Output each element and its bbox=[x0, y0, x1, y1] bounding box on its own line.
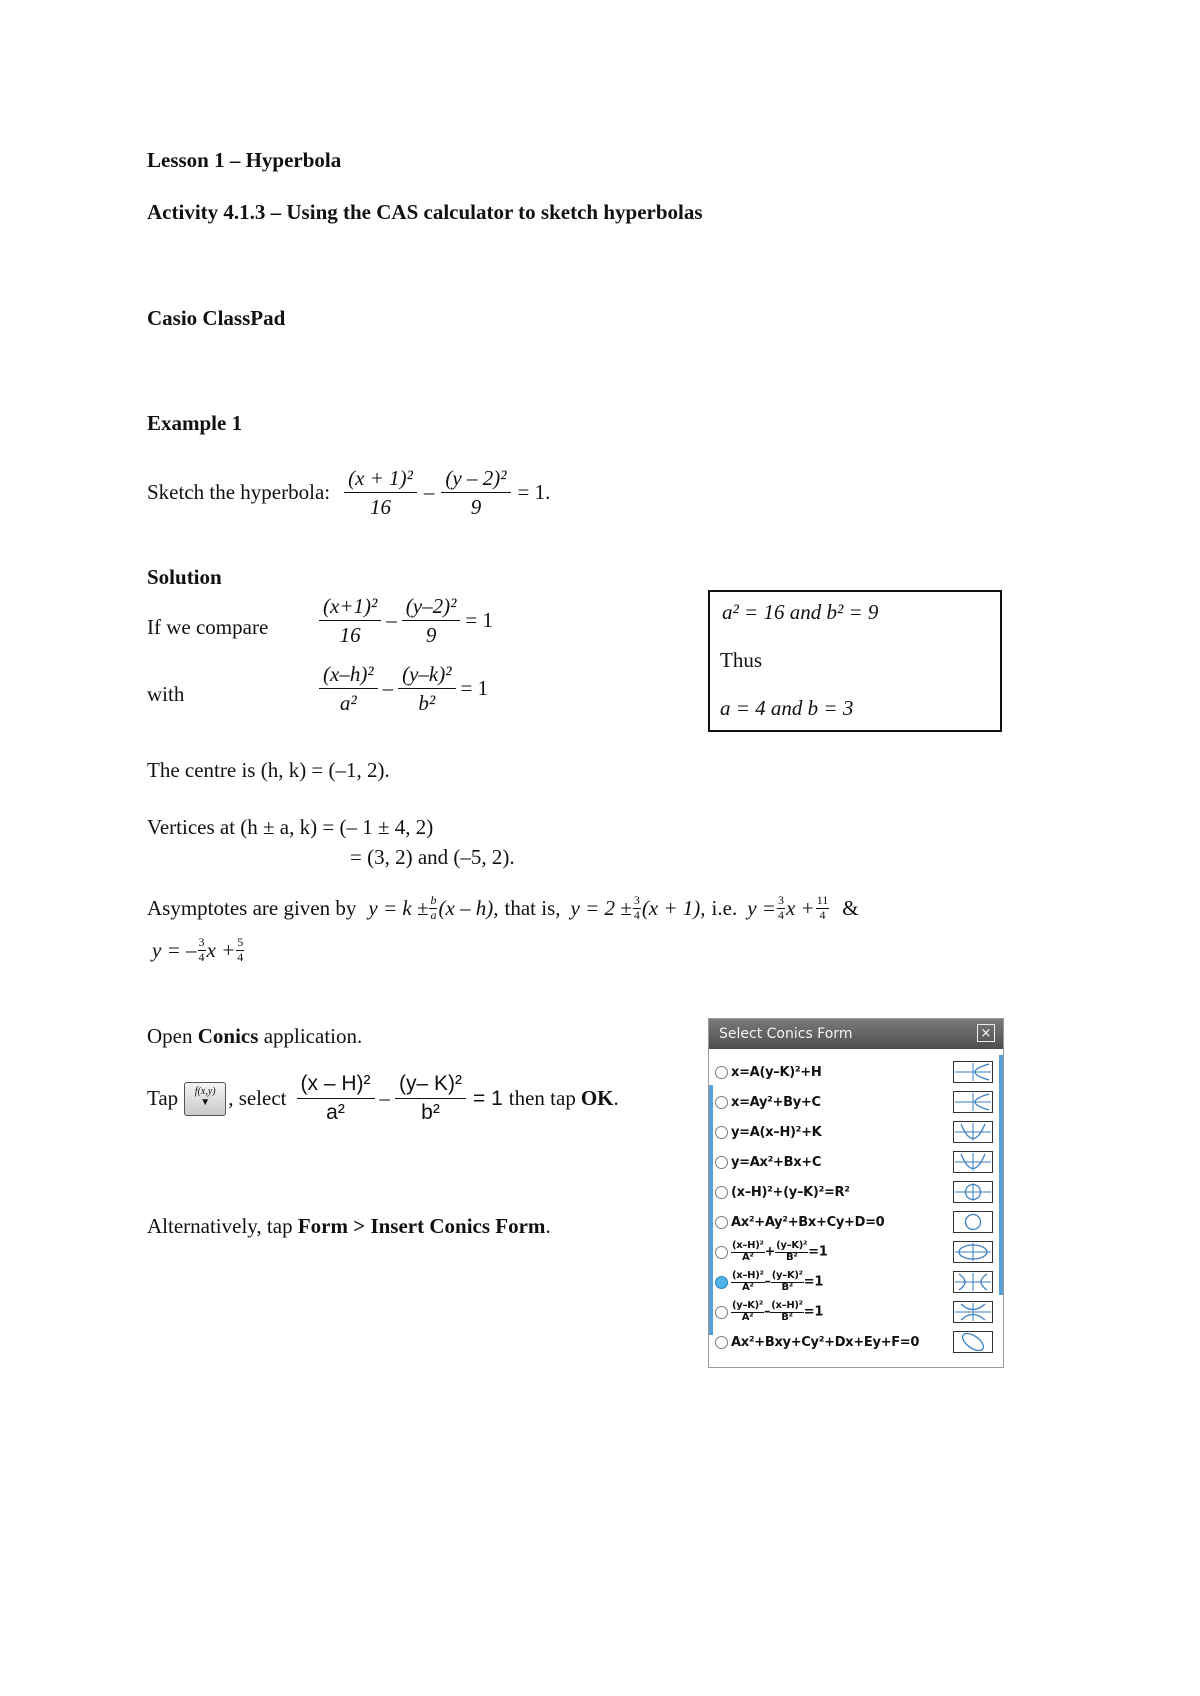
asym-f3-frac-1 bbox=[777, 894, 785, 923]
option-rhs: =1 bbox=[808, 1244, 828, 1260]
option-frac-2-den: B² bbox=[781, 1281, 793, 1293]
dialog-scrollbar-right[interactable] bbox=[999, 1055, 1003, 1295]
asym-f3-den-2: 4 bbox=[819, 907, 826, 922]
asym-f1-num: b bbox=[430, 893, 437, 907]
solution-heading: Solution bbox=[147, 565, 222, 589]
compare-rhs: = 1 bbox=[465, 608, 493, 633]
option-label: x=A(y–K)²+H bbox=[731, 1064, 822, 1080]
circle-icon bbox=[953, 1181, 993, 1203]
hyperbola-vertical-icon bbox=[953, 1301, 993, 1323]
dialog-title: Select Conics Form bbox=[719, 1026, 853, 1042]
alternative-instruction bbox=[147, 1214, 551, 1239]
option-radio[interactable] bbox=[715, 1096, 728, 1109]
conics-option-2[interactable] bbox=[715, 1089, 993, 1115]
compare-label: If we compare bbox=[147, 615, 269, 639]
general-num-2: (y–k)² bbox=[398, 662, 455, 689]
general-num-1: (x–h)² bbox=[319, 662, 378, 689]
option-label: Ax²+Ay²+Bx+Cy+D=0 bbox=[731, 1214, 885, 1230]
tap-instruction bbox=[147, 1072, 619, 1125]
option-label: y=A(x–H)²+K bbox=[731, 1124, 822, 1140]
activity-title: Activity 4.1.3 – Using the CAS calculator to sketch hyperbolas bbox=[147, 200, 703, 224]
select-num-1: (x – H)² bbox=[297, 1072, 375, 1099]
result-line-3: a = 4 and b = 3 bbox=[720, 696, 854, 720]
example-num-1: (x + 1)² bbox=[344, 466, 417, 493]
general-equation bbox=[316, 662, 488, 715]
asym-f3-num-1: 3 bbox=[777, 893, 784, 907]
asym-f4-num-2: 5 bbox=[237, 935, 244, 949]
example-den-2: 9 bbox=[470, 495, 482, 520]
compare-num-2: (y–2)² bbox=[402, 594, 461, 621]
option-radio[interactable] bbox=[715, 1126, 728, 1139]
general-minus: – bbox=[382, 676, 394, 701]
tap-period: . bbox=[613, 1086, 619, 1111]
asym-f3-num-2: 11 bbox=[816, 893, 829, 907]
open-pre: Open bbox=[147, 1024, 193, 1048]
centre-text: The centre is (h, k) = (–1, 2). bbox=[147, 758, 390, 782]
option-label: x=Ay²+By+C bbox=[731, 1094, 821, 1110]
option-label bbox=[731, 1301, 953, 1323]
option-radio-selected[interactable] bbox=[715, 1276, 728, 1289]
option-frac-2-den: B² bbox=[781, 1311, 793, 1323]
option-radio[interactable] bbox=[715, 1186, 728, 1199]
example-prompt-text: Sketch the hyperbola: bbox=[147, 480, 331, 505]
select-den-1: a² bbox=[326, 1101, 345, 1125]
option-frac-2-num: (y–K)² bbox=[776, 1240, 808, 1251]
parabola-up-icon bbox=[953, 1151, 993, 1173]
option-frac-2 bbox=[770, 1301, 804, 1323]
option-rhs: =1 bbox=[803, 1304, 824, 1320]
asymptotes-line-2 bbox=[152, 936, 245, 965]
option-frac-2-num: (y–K)² bbox=[771, 1270, 803, 1281]
vertices-line-1: Vertices at (h ± a, k) = (– 1 ± 4, 2) bbox=[147, 815, 434, 839]
tap-label: Tap bbox=[147, 1086, 179, 1111]
asym-f3-mid: x + bbox=[785, 895, 815, 920]
option-radio[interactable] bbox=[715, 1306, 728, 1319]
example-num-2: (y – 2)² bbox=[441, 466, 510, 493]
option-frac-2-den: B² bbox=[785, 1251, 798, 1263]
lesson-title: Lesson 1 – Hyperbola bbox=[147, 148, 342, 172]
conics-option-5[interactable] bbox=[715, 1179, 993, 1205]
asym-f4-num-1: 3 bbox=[198, 935, 205, 949]
option-op: – bbox=[764, 1304, 771, 1320]
option-frac-1-num: (x–H)² bbox=[732, 1270, 764, 1281]
option-frac-2 bbox=[775, 1241, 808, 1263]
option-op: + bbox=[764, 1244, 776, 1260]
alt-bold: Form > Insert Conics Form bbox=[297, 1214, 546, 1238]
select-fraction-1 bbox=[297, 1072, 375, 1125]
general-den-1: a² bbox=[339, 691, 357, 716]
option-radio[interactable] bbox=[715, 1066, 728, 1079]
asym-f4-den-1: 4 bbox=[198, 949, 205, 964]
close-icon[interactable]: × bbox=[977, 1024, 995, 1042]
option-radio[interactable] bbox=[715, 1216, 728, 1229]
conics-option-8[interactable] bbox=[715, 1269, 993, 1295]
general-fraction-2 bbox=[398, 662, 455, 715]
dialog-scrollbar-left[interactable] bbox=[709, 1085, 713, 1335]
option-label: y=Ax²+Bx+C bbox=[731, 1154, 822, 1170]
device-heading: Casio ClassPad bbox=[147, 306, 286, 330]
vertices-line-2: = (3, 2) and (–5, 2). bbox=[350, 845, 515, 869]
option-frac-1 bbox=[731, 1271, 765, 1293]
option-label: (x–H)²+(y–K)²=R² bbox=[731, 1184, 850, 1200]
example-minus: – bbox=[423, 480, 435, 505]
asym-f3-frac-2 bbox=[816, 894, 830, 923]
example-fraction-1 bbox=[344, 466, 417, 519]
ellipse-icon bbox=[953, 1241, 993, 1263]
option-frac-2-num: (x–H)² bbox=[771, 1300, 803, 1311]
conics-option-1[interactable] bbox=[715, 1059, 993, 1085]
example-fraction-2 bbox=[441, 466, 510, 519]
asym-f2-den: 4 bbox=[633, 907, 640, 922]
with-label: with bbox=[147, 682, 185, 706]
option-rhs: =1 bbox=[803, 1274, 824, 1290]
parabola-left-icon bbox=[953, 1091, 993, 1113]
asym-amp: & bbox=[842, 895, 859, 920]
asym-f3-pre: y = bbox=[747, 895, 776, 920]
alt-pre: Alternatively, tap bbox=[147, 1214, 293, 1238]
asym-f4-pre: y = – bbox=[152, 937, 197, 962]
asym-f3-den-1: 4 bbox=[777, 907, 784, 922]
select-fraction-2 bbox=[395, 1072, 466, 1125]
option-frac-1-den: A² bbox=[741, 1311, 754, 1323]
option-radio[interactable] bbox=[715, 1156, 728, 1169]
asym-f2-pre: y = 2 ± bbox=[570, 895, 632, 920]
asym-f4-frac-2 bbox=[236, 936, 244, 965]
select-label: , select bbox=[228, 1086, 287, 1111]
down-arrow-icon: ▼ bbox=[200, 1096, 211, 1108]
select-rhs: = 1 bbox=[473, 1086, 503, 1110]
asym-f1-frac bbox=[429, 894, 437, 923]
general-rhs: = 1 bbox=[460, 676, 489, 701]
then-tap-label: then tap bbox=[508, 1086, 576, 1111]
asym-f1-pre: y = k ± bbox=[368, 895, 429, 920]
parabola-left-icon bbox=[953, 1061, 993, 1083]
general-fraction-1 bbox=[319, 662, 378, 715]
option-frac-1-den: A² bbox=[742, 1281, 754, 1293]
compare-equation bbox=[316, 594, 493, 647]
parabola-up-icon bbox=[953, 1121, 993, 1143]
select-minus: – bbox=[379, 1086, 390, 1111]
option-frac-1 bbox=[731, 1301, 764, 1323]
asym-f2-frac bbox=[633, 894, 641, 923]
conics-option-6[interactable] bbox=[715, 1209, 993, 1235]
asym-f2-num: 3 bbox=[633, 893, 640, 907]
option-radio[interactable] bbox=[715, 1246, 728, 1259]
dialog-body bbox=[709, 1049, 1003, 1368]
conics-form-icon-label: f(x,y) bbox=[194, 1085, 216, 1097]
circle-icon bbox=[953, 1211, 993, 1233]
compare-num-1: (x+1)² bbox=[319, 594, 381, 621]
result-box bbox=[708, 590, 1002, 732]
general-den-2: b² bbox=[418, 691, 436, 716]
asym-f1-den: a bbox=[430, 907, 437, 922]
asym-f1-post: (x – h), bbox=[438, 895, 499, 920]
hyperbola-horizontal-icon bbox=[953, 1271, 993, 1293]
open-post: application. bbox=[263, 1024, 363, 1048]
ok-label: OK bbox=[580, 1086, 614, 1111]
alt-post: . bbox=[545, 1214, 551, 1238]
conics-option-9[interactable] bbox=[715, 1299, 993, 1325]
compare-den-1: 16 bbox=[339, 623, 361, 648]
result-line-2: Thus bbox=[720, 648, 762, 672]
conics-option-7[interactable] bbox=[715, 1239, 993, 1265]
select-num-2: (y– K)² bbox=[395, 1072, 466, 1099]
open-bold: Conics bbox=[197, 1024, 259, 1048]
asym-f2-post: (x + 1), bbox=[641, 895, 706, 920]
option-label bbox=[731, 1271, 953, 1293]
rotated-ellipse-icon bbox=[953, 1331, 993, 1353]
conics-option-4[interactable] bbox=[715, 1149, 993, 1175]
example-den-1: 16 bbox=[370, 495, 392, 520]
result-line-1: a² = 16 and b² = 9 bbox=[722, 600, 879, 624]
example-heading: Example 1 bbox=[147, 411, 243, 435]
compare-minus: – bbox=[386, 608, 397, 633]
option-frac-1 bbox=[731, 1241, 765, 1263]
compare-fraction-1 bbox=[319, 594, 381, 647]
conics-option-10[interactable] bbox=[715, 1329, 993, 1355]
conics-form-icon[interactable] bbox=[184, 1082, 226, 1116]
asym-ie: i.e. bbox=[711, 895, 738, 920]
option-op: – bbox=[764, 1274, 771, 1290]
open-instruction bbox=[147, 1024, 362, 1049]
option-frac-1-den: A² bbox=[742, 1251, 754, 1263]
conics-option-3[interactable] bbox=[715, 1119, 993, 1145]
dialog-title-bar bbox=[709, 1019, 1003, 1049]
example-prompt bbox=[147, 466, 550, 519]
option-radio[interactable] bbox=[715, 1336, 728, 1349]
option-label bbox=[731, 1241, 953, 1263]
asym-f4-frac-1 bbox=[198, 936, 206, 965]
option-label: Ax²+Bxy+Cy²+Dx+Ey+F=0 bbox=[731, 1334, 920, 1350]
option-frac-1-num: (x–H)² bbox=[732, 1240, 764, 1251]
select-den-2: b² bbox=[421, 1101, 440, 1125]
option-frac-1-num: (y–K)² bbox=[732, 1300, 763, 1311]
asymptotes-line-1 bbox=[147, 894, 859, 923]
option-frac-2 bbox=[771, 1271, 804, 1293]
asym-f4-mid: x + bbox=[206, 937, 236, 962]
select-conics-form-dialog bbox=[708, 1018, 1004, 1368]
compare-fraction-2 bbox=[402, 594, 461, 647]
example-rhs: = 1. bbox=[517, 480, 551, 505]
asym-that-is: that is, bbox=[504, 895, 561, 920]
compare-den-2: 9 bbox=[425, 623, 437, 648]
asym-f4-den-2: 4 bbox=[237, 949, 244, 964]
asymptotes-lead: Asymptotes are given by bbox=[147, 895, 357, 920]
